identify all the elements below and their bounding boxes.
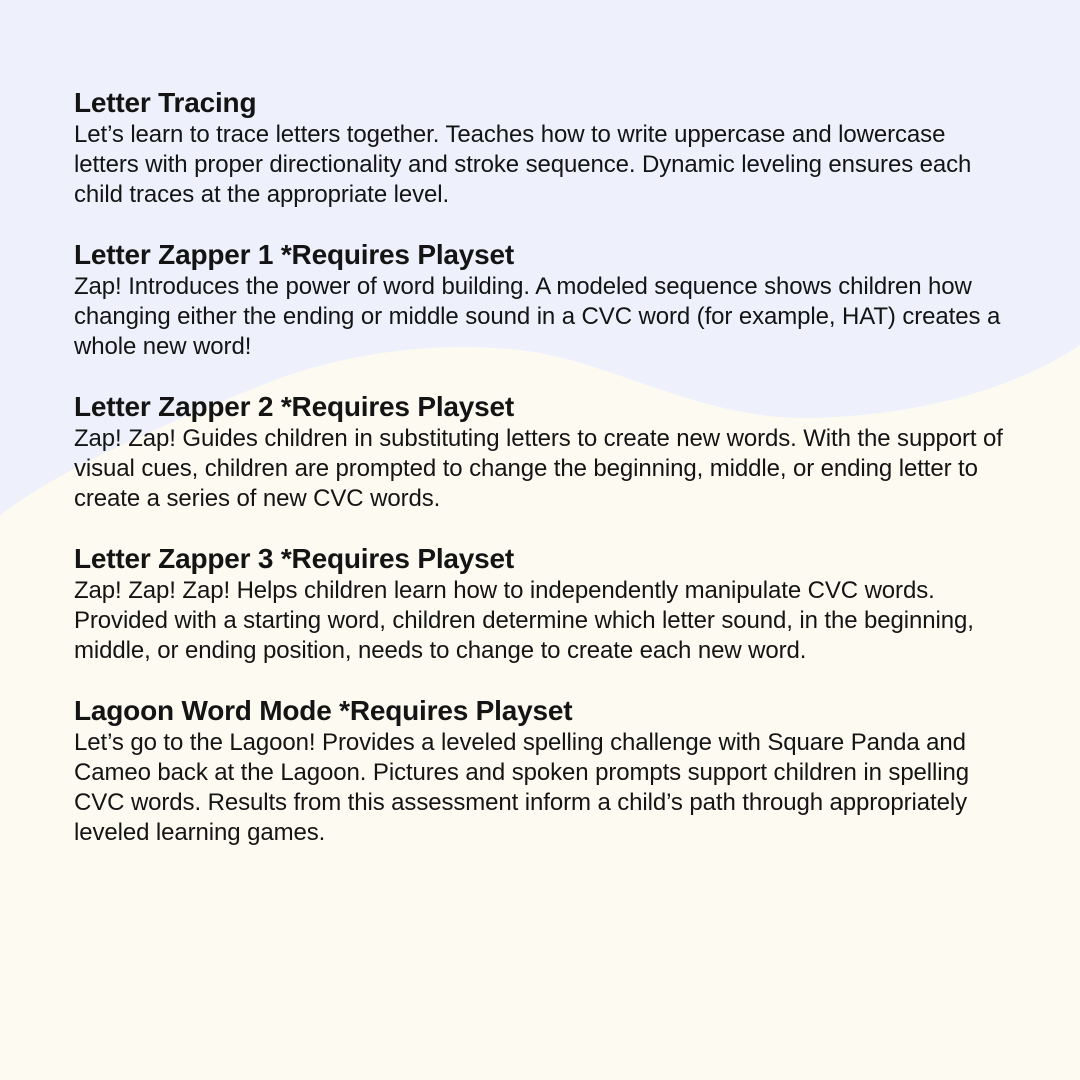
game-descriptions bbox=[74, 86, 1014, 876]
game-description: Let’s go to the Lagoon! Provides a leveled spelling challenge with Square Panda and Cameo back at the Lagoon. Pictures and spoken prompts support children in spelling CVC words. Results from this assessment inform a child’s path through appropriately leveled learning games. bbox=[74, 729, 969, 846]
game-title: Letter Zapper 2 *Requires Playset bbox=[74, 391, 515, 422]
game-item-letter-zapper-1 bbox=[74, 238, 1014, 362]
game-description: Let’s learn to trace letters together. Teaches how to write uppercase and lowercase letters with proper directionality and stroke sequence. Dynamic leveling ensures each child traces at the appropriate level. bbox=[74, 121, 972, 208]
game-item-letter-tracing bbox=[74, 86, 1014, 210]
game-description: Zap! Zap! Zap! Helps children learn how to independently manipulate CVC words. Provided with a starting word, children determine which letter sound, in the beginning, middle, or ending position, needs to change to create each new word. bbox=[74, 577, 974, 664]
game-item-letter-zapper-3 bbox=[74, 542, 1014, 666]
game-description: Zap! Introduces the power of word building. A modeled sequence shows children how changing either the ending or middle sound in a CVC word (for example, HAT) creates a whole new word! bbox=[74, 273, 1001, 360]
game-title: Letter Tracing bbox=[74, 87, 257, 118]
game-title: Letter Zapper 3 *Requires Playset bbox=[74, 543, 515, 574]
game-title: Letter Zapper 1 *Requires Playset bbox=[74, 239, 515, 270]
game-item-lagoon-word-mode bbox=[74, 694, 1014, 848]
game-item-letter-zapper-2 bbox=[74, 390, 1014, 514]
game-title: Lagoon Word Mode *Requires Playset bbox=[74, 695, 573, 726]
game-description: Zap! Zap! Guides children in substituting letters to create new words. With the support of visual cues, children are prompted to change the beginning, middle, or ending letter to create a series of new CVC words. bbox=[74, 425, 1003, 512]
